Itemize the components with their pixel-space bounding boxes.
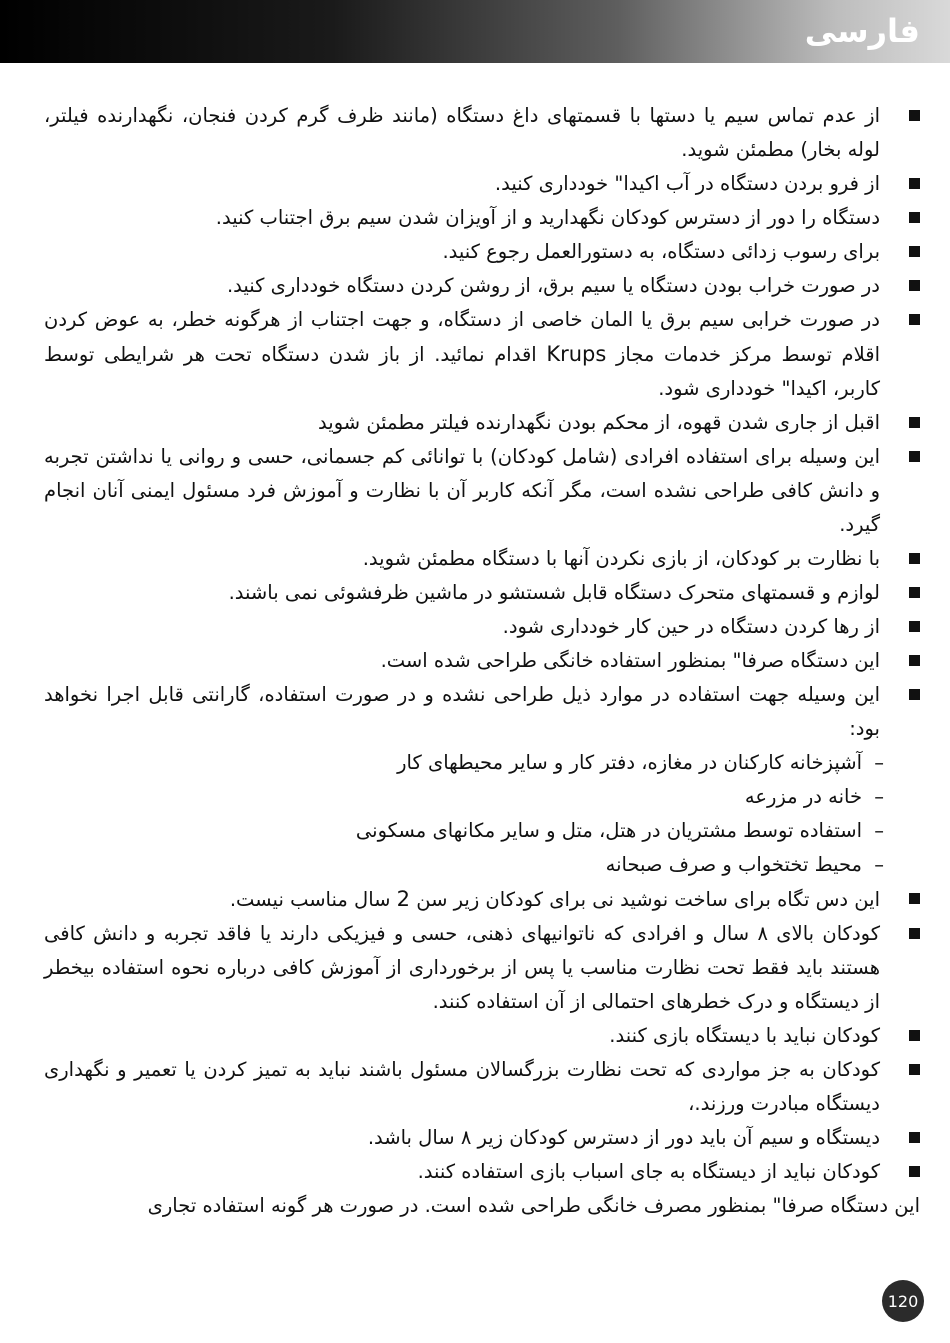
- age-number: 2: [396, 887, 411, 911]
- list-item: برای رسوب زدائی دستگاه، به دستورالعمل رجوع کنید.: [44, 235, 880, 269]
- sub-list-item: – استفاده توسط مشتریان در هتل، متل و سایر مکانهای مسکونی: [44, 814, 880, 848]
- page-number-badge: 120: [882, 1280, 924, 1322]
- brand-name: Krups: [546, 342, 607, 366]
- list-item: از عدم تماس سیم یا دستها با قسمتهای داغ دستگاه (مانند ظرف گرم کردن فنجان، نگهدارنده فیلتر، لوله بخار) مطمئن شوید.: [44, 99, 880, 167]
- list-item: [44, 882, 880, 917]
- safety-instructions: [44, 99, 920, 1223]
- list-item: با نظارت بر کودکان، از بازی نکردن آنها با دستگاه مطمئن شوید.: [44, 542, 880, 576]
- list-item: این دستگاه صرفا" بمنظور استفاده خانگی طراحی شده است.: [44, 644, 880, 678]
- language-header-bar: [0, 0, 950, 63]
- list-item: دیستگاه و سیم آن باید دور از دسترس کودکان زیر ۸ سال باشد.: [44, 1121, 880, 1155]
- list-item: این وسیله برای استفاده افرادی (شامل کودکان) با توانائی کم جسمانی، حسی و روانی یا نداشتن تجربه و دانش کافی طراحی نشده است، مگر آنکه کاربر آن با نظارت و آموزش فرد مسئول ایمنی آنان انجام گیرد.: [44, 440, 880, 542]
- sub-list-item: – خانه در مزرعه: [44, 780, 880, 814]
- sub-list-item: – محیط تختخواب و صرف صبحانه: [44, 848, 880, 882]
- list-item: دستگاه را دور از دسترس کودکان نگهدارید و از آویزان شدن سیم برق اجتناب کنید.: [44, 201, 880, 235]
- list-item: در صورت خراب بودن دستگاه یا سیم برق، از روشن کردن دستگاه خودداری کنید.: [44, 269, 880, 303]
- list-item: از رها کردن دستگاه در حین کار خودداری شود.: [44, 610, 880, 644]
- list-item-text: اقدام نمائید. از باز شدن دستگاه تحت هر شرایطی توسط کاربر، اکیدا" خودداری شود.: [44, 343, 880, 400]
- list-item-text: سال مناسب نیست.: [229, 888, 391, 911]
- closing-paragraph: این دستگاه صرفا" بمنظور مصرف خانگی طراحی شده است. در صورت هر گونه استفاده تجاری: [147, 1194, 920, 1217]
- list-item: این وسیله جهت استفاده در موارد ذیل طراحی نشده و در صورت استفاده، گارانتی قابل اجرا نخواهد بود:: [44, 678, 880, 746]
- list-item: کودکان بالای ۸ سال و افرادی که ناتوانیهای ذهنی، حسی و فیزیکی دارند یا فاقد تجربه و دانش کافی هستند باید فقط تحت نظارت مناسب یا پس از برخورداری از آموزش کافی درباره نحوه استفاده بیخطر از دیستگاه و درک خطرهای احتمالی از آن استفاده کنند.: [44, 917, 880, 1019]
- list-item-text: این دس تگاه برای ساخت نوشید نی برای کودکان زیر سن: [416, 888, 880, 911]
- list-item: لوازم و قسمتهای متحرک دستگاه قابل شستشو در ماشین ظرفشوئی نمی باشند.: [44, 576, 880, 610]
- list-item-text: در صورت خرابی سیم برق یا المان خاصی از دستگاه، و جهت اجتناب از هرگونه خطر، به عوض کردن اقلام توسط مرکز خدمات مجاز: [44, 308, 880, 366]
- sub-list-item: – آشپزخانه کارکنان در مغازه، دفتر کار و سایر محیطهای کار: [44, 746, 880, 780]
- language-title: فارسی: [804, 12, 920, 50]
- list-item: کودکان به جز مواردی که تحت نظارت بزرگسالان مسئول باشند نباید به تمیز کردن یا تعمیر و نگهداری دیستگاه مبادرت ورزند.،: [44, 1053, 880, 1121]
- list-item: کودکان نباید با دیستگاه بازی کنند.: [44, 1019, 880, 1053]
- list-item: اقبل از جاری شدن قهوه، از محکم بودن نگهدارنده فیلتر مطمئن شوید: [44, 406, 880, 440]
- list-item: کودکان نباید از دیستگاه به جای اسباب بازی استفاده کنند.: [44, 1155, 880, 1189]
- list-item: [44, 303, 880, 406]
- list-item: از فرو بردن دستگاه در آب اکیدا" خودداری کنید.: [44, 167, 880, 201]
